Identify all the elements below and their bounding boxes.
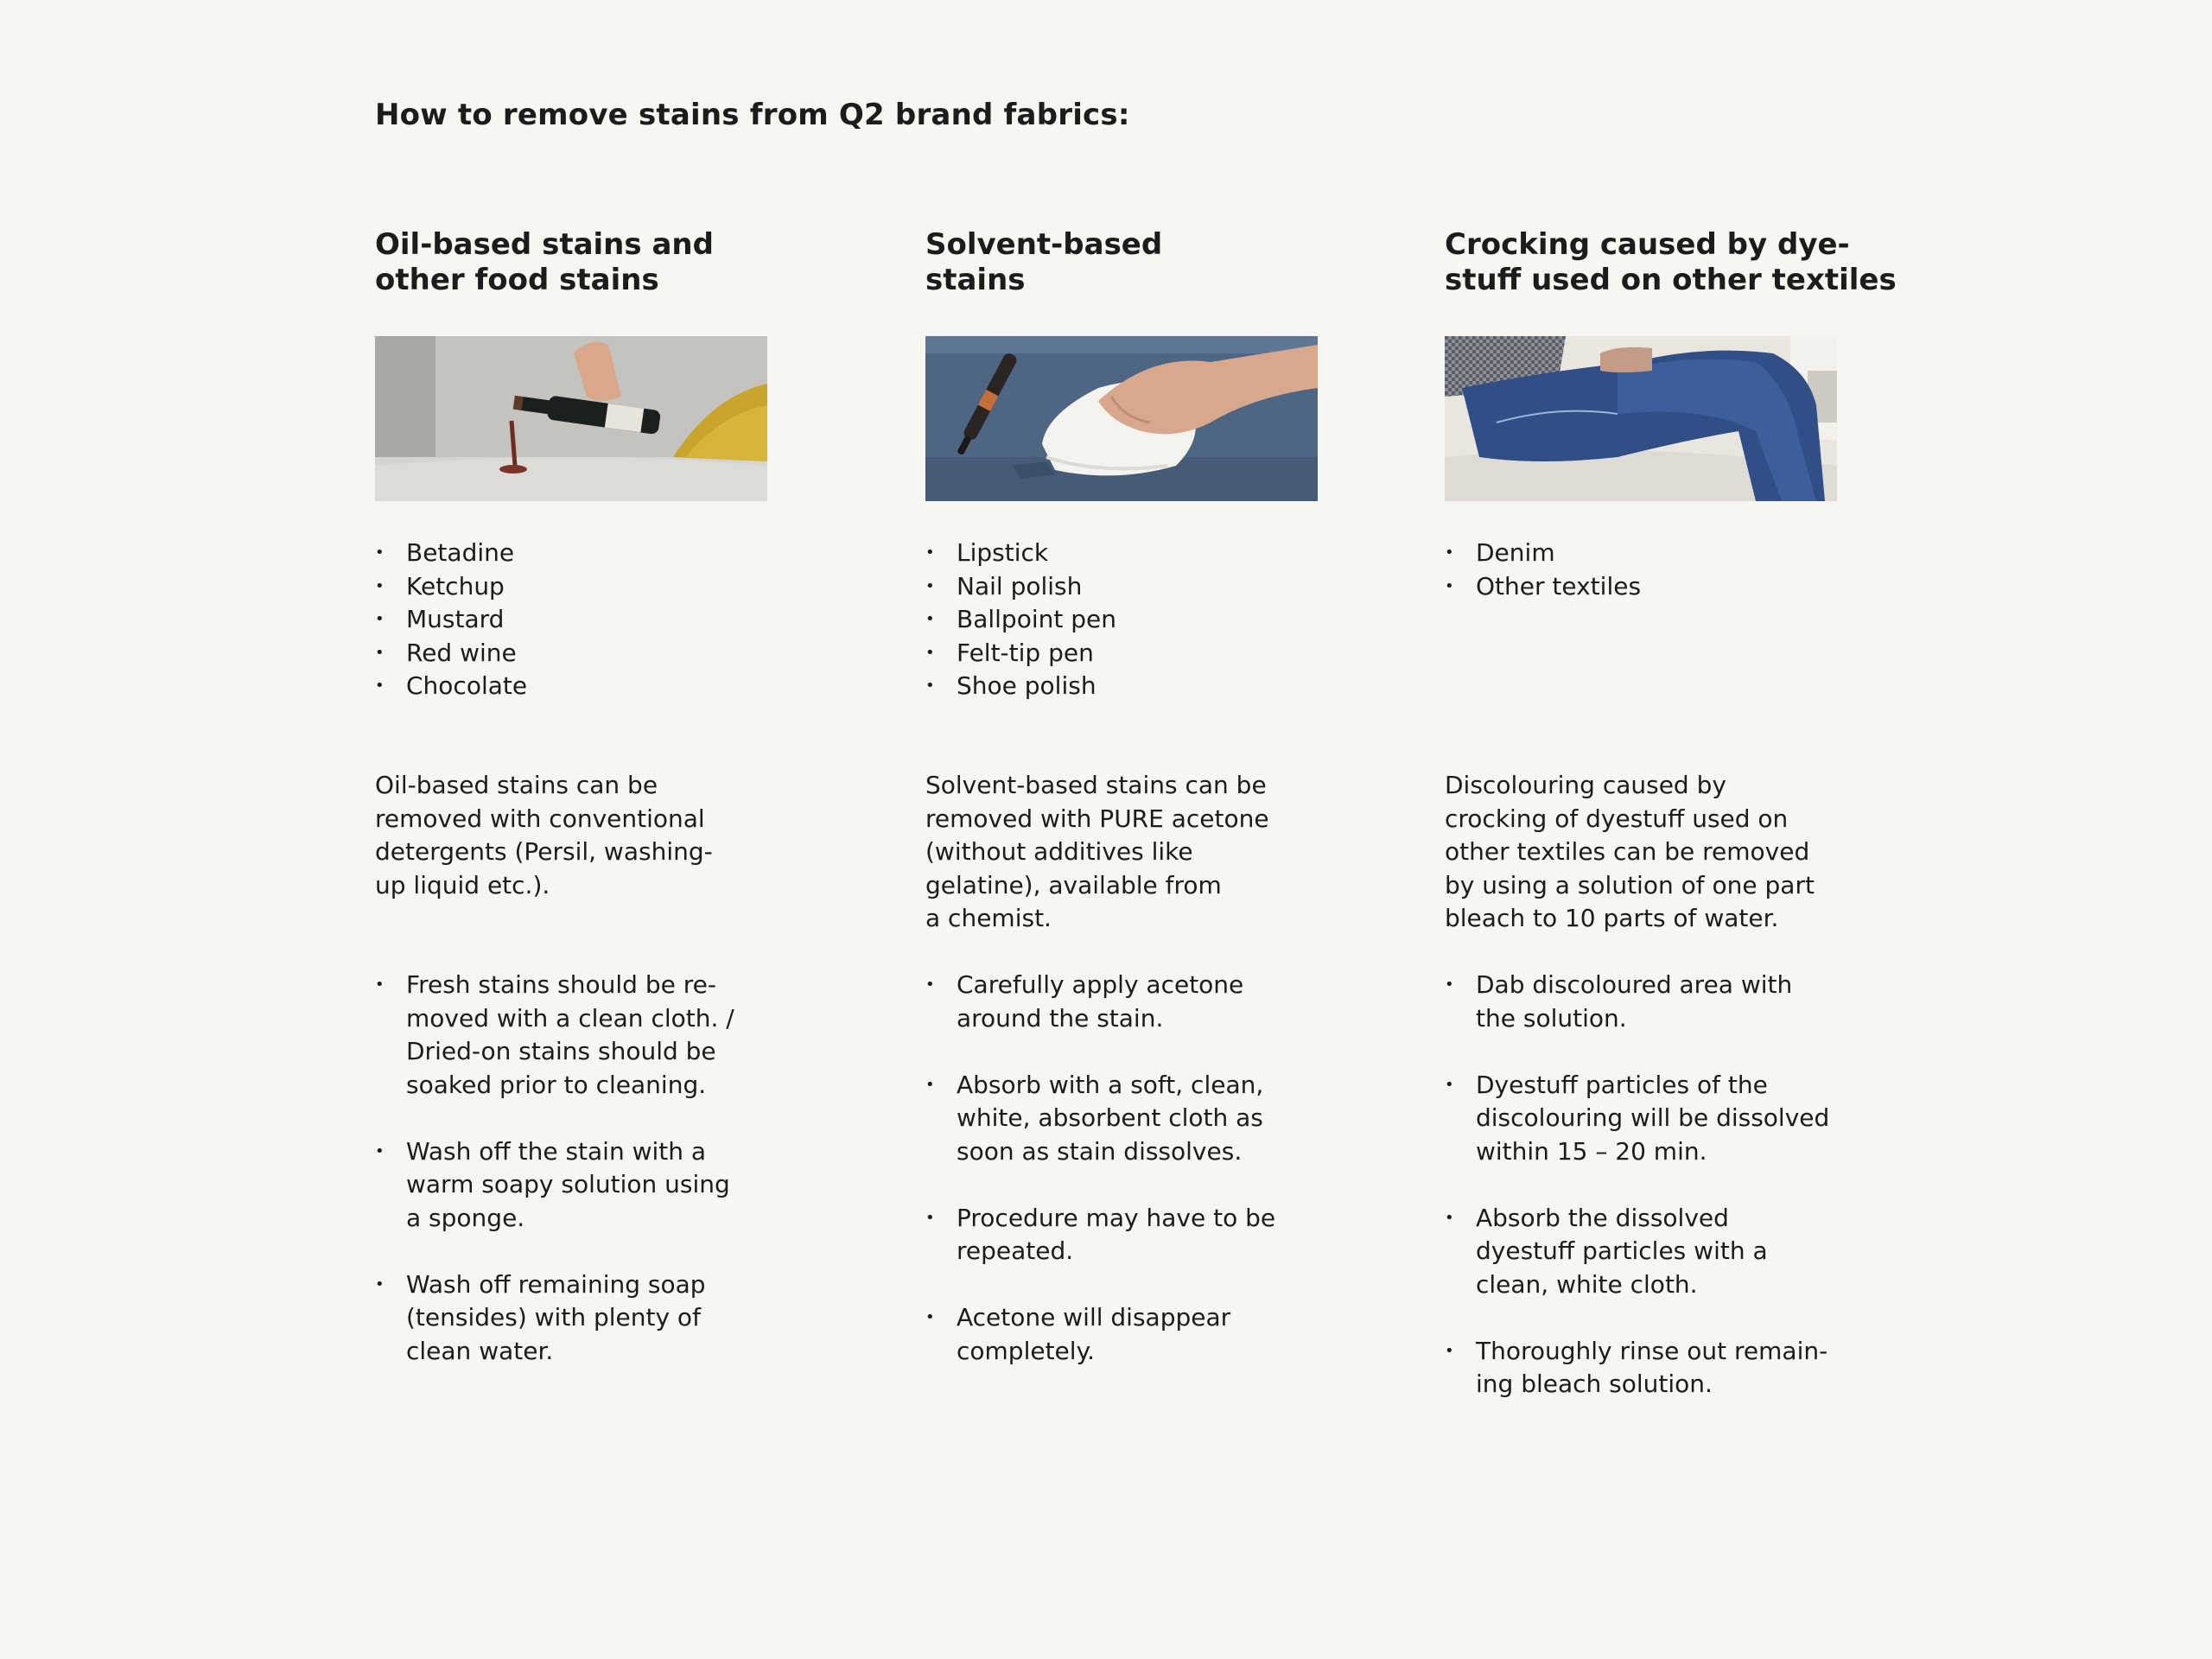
step-line: clean, white cloth. xyxy=(1476,1269,1698,1299)
intro-line: detergents (Persil, washing- xyxy=(375,837,713,866)
list-item: • Ballpoint pen xyxy=(925,603,1116,637)
step-item xyxy=(1445,1335,1829,1402)
stain-list xyxy=(925,537,1116,703)
intro-paragraph xyxy=(375,769,713,902)
step-item xyxy=(925,1202,1275,1268)
step-line: • Wash off remaining soap xyxy=(406,1269,706,1299)
step-line: soaked prior to cleaning. xyxy=(406,1070,707,1099)
step-line: • Absorb the dissolved xyxy=(1476,1203,1729,1232)
step-line: • Thoroughly rinse out remain- xyxy=(1476,1336,1828,1365)
intro-line: a chemist. xyxy=(925,904,1052,932)
red-wine-sofa-photo xyxy=(375,336,767,501)
section-heading xyxy=(375,227,781,298)
cloth-wiping-blue-fabric-photo xyxy=(925,336,1318,501)
solvent-based-stains-section xyxy=(925,227,1332,1365)
section-heading xyxy=(1445,227,1897,298)
heading-line: stains xyxy=(925,263,1026,297)
step-line: • Wash off the stain with a xyxy=(406,1136,707,1166)
heading-line: Oil-based stains and xyxy=(375,227,714,262)
step-item xyxy=(925,969,1275,1035)
heading-line: other food stains xyxy=(375,263,659,297)
intro-line: removed with conventional xyxy=(375,804,705,833)
intro-line: Discolouring caused by xyxy=(1445,771,1726,799)
step-line: repeated. xyxy=(957,1236,1074,1265)
intro-line: up liquid etc.). xyxy=(375,870,550,899)
steps-list xyxy=(925,969,1275,1402)
step-line: around the stain. xyxy=(957,1003,1164,1033)
intro-line: gelatine), available from xyxy=(925,870,1222,899)
step-item xyxy=(1445,969,1829,1035)
step-line: • Fresh stains should be re- xyxy=(406,970,716,999)
heading-line: stuff used on other textiles xyxy=(1445,263,1897,297)
list-item: • Lipstick xyxy=(925,537,1116,570)
step-line: completely. xyxy=(957,1336,1096,1365)
step-item xyxy=(375,1135,734,1236)
intro-line: Solvent-based stains can be xyxy=(925,771,1267,799)
list-item: • Nail polish xyxy=(925,570,1116,604)
denim-jeans-sofa-photo xyxy=(1445,336,1837,501)
step-line: • Dyestuff particles of the xyxy=(1476,1070,1768,1099)
section-heading xyxy=(925,227,1332,298)
step-line: (tensides) with plenty of xyxy=(406,1303,701,1332)
list-item: • Mustard xyxy=(375,603,527,637)
step-line: warm soapy solution using xyxy=(406,1170,730,1198)
crocking-dyestuff-section xyxy=(1445,227,1897,1398)
step-line: discolouring will be dissolved xyxy=(1476,1103,1830,1132)
intro-line: (without additives like xyxy=(925,837,1193,866)
step-line: white, absorbent cloth as xyxy=(957,1103,1263,1132)
list-item: • Chocolate xyxy=(375,670,527,703)
step-line: ing bleach solution. xyxy=(1476,1370,1713,1398)
list-item: • Shoe polish xyxy=(925,670,1116,703)
intro-line: bleach to 10 parts of water. xyxy=(1445,904,1779,932)
step-line: moved with a clean cloth. / xyxy=(406,1003,734,1033)
step-line: soon as stain dissolves. xyxy=(957,1136,1243,1166)
list-item: • Felt-tip pen xyxy=(925,637,1116,671)
step-line: within 15 – 20 min. xyxy=(1476,1136,1707,1166)
step-line: • Acetone will disappear xyxy=(957,1303,1231,1332)
intro-line: removed with PURE acetone xyxy=(925,804,1269,833)
oil-based-stains-section xyxy=(375,227,781,1365)
steps-list xyxy=(1445,969,1829,1434)
intro-paragraph xyxy=(1445,769,1815,936)
step-line: dyestuff particles with a xyxy=(1476,1236,1768,1265)
intro-line: by using a solution of one part xyxy=(1445,870,1815,899)
list-item: • Denim xyxy=(1445,537,1641,570)
page-title: How to remove stains from Q2 brand fabrics: xyxy=(375,98,1130,132)
step-item xyxy=(1445,1069,1829,1169)
step-line: • Procedure may have to be xyxy=(957,1203,1276,1232)
step-line: a sponge. xyxy=(406,1203,525,1232)
step-item xyxy=(375,1268,734,1369)
step-line: • Absorb with a soft, clean, xyxy=(957,1070,1264,1099)
step-item xyxy=(925,1301,1275,1368)
stain-list xyxy=(375,537,527,703)
step-line: Dried-on stains should be xyxy=(406,1037,716,1065)
intro-line: Oil-based stains can be xyxy=(375,771,658,799)
list-item: • Red wine xyxy=(375,637,527,671)
step-line: • Carefully apply acetone xyxy=(957,970,1244,999)
intro-paragraph xyxy=(925,769,1269,936)
step-item xyxy=(1445,1202,1829,1302)
intro-line: other textiles can be removed xyxy=(1445,837,1810,866)
list-item: • Other textiles xyxy=(1445,570,1641,604)
step-line: clean water. xyxy=(406,1336,554,1365)
steps-list xyxy=(375,969,734,1402)
list-item: • Betadine xyxy=(375,537,527,570)
step-item xyxy=(375,969,734,1102)
list-item: • Ketchup xyxy=(375,570,527,604)
stain-list xyxy=(1445,537,1641,603)
step-line: the solution. xyxy=(1476,1003,1627,1033)
step-item xyxy=(925,1069,1275,1169)
intro-line: crocking of dyestuff used on xyxy=(1445,804,1789,833)
heading-line: Solvent-based xyxy=(925,227,1163,262)
step-line: • Dab discoloured area with xyxy=(1476,970,1793,999)
heading-line: Crocking caused by dye- xyxy=(1445,227,1850,262)
